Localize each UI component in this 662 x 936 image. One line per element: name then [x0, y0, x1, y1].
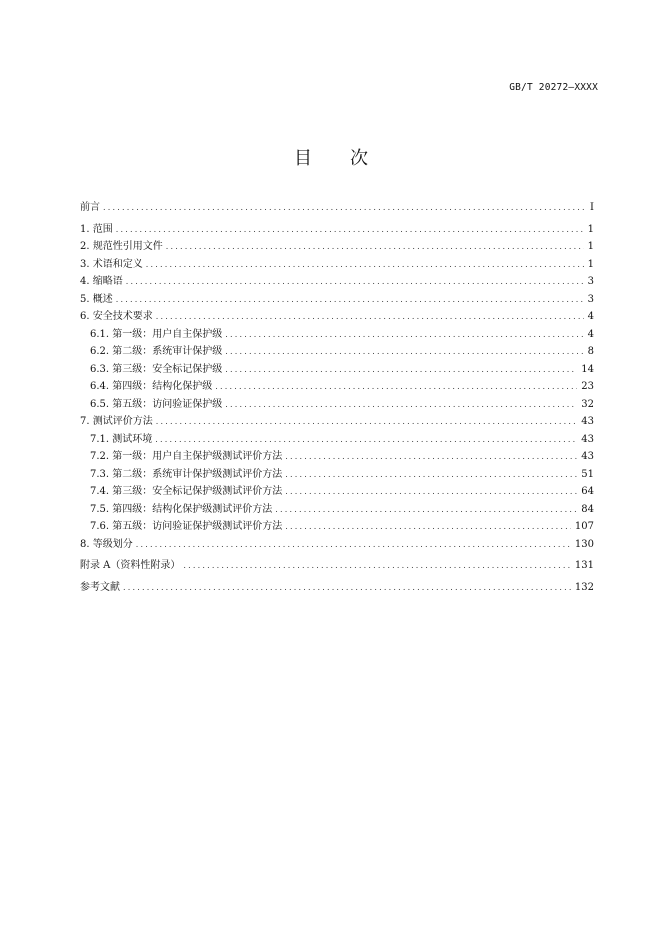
toc-entry-label: 3. 术语和定义 [80, 258, 143, 270]
toc-entry[interactable] [80, 221, 594, 239]
toc-entry-page-number: 14 [581, 363, 594, 375]
toc-dot-leader [116, 221, 584, 239]
toc-entry[interactable] [80, 448, 594, 466]
toc-title-char-1: 目 [294, 148, 312, 169]
toc-entry-page-number: 43 [581, 433, 594, 445]
standard-number: GB/T 20272—XXXX [509, 82, 598, 93]
toc-entry[interactable] [80, 518, 594, 536]
toc-entry-label: 6.3. 第三级：安全标记保护级 [90, 363, 223, 375]
toc-entry[interactable] [80, 557, 594, 575]
toc-entry[interactable] [80, 431, 594, 449]
toc-dot-leader [146, 256, 584, 274]
toc-entry-page-number: I [590, 202, 594, 213]
toc-entry[interactable] [80, 579, 594, 597]
toc-entry[interactable] [80, 199, 594, 217]
toc-entry-label: 7.4. 第三级：安全标记保护级测试评价方法 [90, 486, 283, 497]
toc-entry-page-number: 3 [587, 293, 594, 305]
toc-entry-label: 1. 范围 [80, 223, 113, 235]
toc-entry[interactable] [80, 501, 594, 519]
toc-entry[interactable] [80, 238, 594, 256]
toc-entry-page-number: 4 [587, 328, 594, 340]
toc-entry[interactable] [80, 256, 594, 274]
toc-entry[interactable] [80, 483, 594, 501]
toc-entry-page-number: 131 [574, 560, 594, 571]
toc-dot-leader [183, 557, 571, 575]
toc-dot-leader [225, 396, 577, 414]
toc-dot-leader [156, 308, 584, 326]
toc-entry-label: 7.1. 测试环境 [90, 433, 153, 445]
toc-entry-label: 附录 A（资料性附录） [80, 560, 181, 571]
toc-list [80, 199, 594, 596]
toc-entry-page-number: 51 [581, 468, 594, 480]
toc-dot-leader [225, 326, 583, 344]
toc-dot-leader [156, 413, 578, 431]
toc-entry-page-number: 8 [587, 346, 594, 357]
toc-dot-leader [225, 343, 583, 361]
toc-entry-page-number: 130 [574, 538, 594, 550]
toc-entry-page-number: 1 [587, 258, 594, 270]
toc-dot-leader [285, 448, 577, 466]
toc-entry-label: 2. 规范性引用文件 [80, 241, 163, 252]
toc-entry[interactable] [80, 291, 594, 309]
toc-entry-page-number: 43 [581, 416, 594, 427]
toc-entry[interactable] [80, 396, 594, 414]
toc-dot-leader [166, 238, 584, 256]
toc-entry-label: 7.3. 第二级：系统审计保护级测试评价方法 [90, 468, 283, 480]
toc-entry-page-number: 1 [587, 223, 594, 235]
toc-entry[interactable] [80, 378, 594, 396]
toc-entry-label: 6.2. 第二级：系统审计保护级 [90, 346, 223, 357]
toc-entry[interactable] [80, 273, 594, 291]
toc-dot-leader [285, 466, 577, 484]
toc-dot-leader [225, 361, 577, 379]
toc-dot-leader [126, 273, 584, 291]
toc-entry-page-number: 43 [581, 451, 594, 462]
toc-entry-page-number: 132 [574, 581, 594, 593]
toc-entry[interactable] [80, 466, 594, 484]
toc-entry-page-number: 64 [581, 486, 594, 497]
toc-dot-leader [285, 483, 577, 501]
toc-entry-page-number: 4 [587, 311, 594, 322]
toc-entry-label: 7.6. 第五级：访问验证保护级测试评价方法 [90, 521, 283, 532]
toc-dot-leader [116, 291, 584, 309]
toc-title-char-2: 次 [350, 148, 368, 169]
toc-entry[interactable] [80, 536, 594, 554]
toc-entry-label: 5. 概述 [80, 293, 113, 305]
toc-entry-page-number: 3 [587, 276, 594, 287]
toc-entry-label: 6. 安全技术要求 [80, 311, 153, 322]
toc-dot-leader [215, 378, 577, 396]
toc-dot-leader [275, 501, 577, 519]
toc-entry[interactable] [80, 343, 594, 361]
toc-entry-page-number: 1 [587, 241, 594, 252]
toc-entry-label: 7. 测试评价方法 [80, 416, 153, 427]
toc-dot-leader [123, 579, 571, 597]
toc-entry-label: 7.2. 第一级：用户自主保护级测试评价方法 [90, 451, 283, 462]
toc-entry-label: 6.5. 第五级：访问验证保护级 [90, 398, 223, 410]
toc-entry-page-number: 107 [574, 521, 594, 532]
toc-title [0, 144, 662, 170]
toc-dot-leader [136, 536, 571, 554]
toc-entry-label: 7.5. 第四级：结构化保护级测试评价方法 [90, 503, 273, 515]
toc-entry-page-number: 84 [581, 503, 594, 515]
toc-entry-label: 8. 等级划分 [80, 538, 133, 550]
toc-entry-page-number: 23 [581, 381, 594, 392]
toc-entry[interactable] [80, 361, 594, 379]
toc-entry-label: 6.4. 第四级：结构化保护级 [90, 381, 213, 392]
toc-entry-page-number: 32 [581, 398, 594, 410]
toc-entry[interactable] [80, 413, 594, 431]
toc-entry-label: 4. 缩略语 [80, 276, 123, 287]
toc-entry-label: 6.1. 第一级：用户自主保护级 [90, 328, 223, 340]
toc-dot-leader [285, 518, 571, 536]
toc-dot-leader [103, 199, 586, 217]
toc-entry-label: 前言 [80, 202, 100, 213]
toc-entry-label: 参考文献 [80, 581, 120, 593]
toc-entry[interactable] [80, 326, 594, 344]
toc-entry[interactable] [80, 308, 594, 326]
toc-dot-leader [155, 431, 577, 449]
